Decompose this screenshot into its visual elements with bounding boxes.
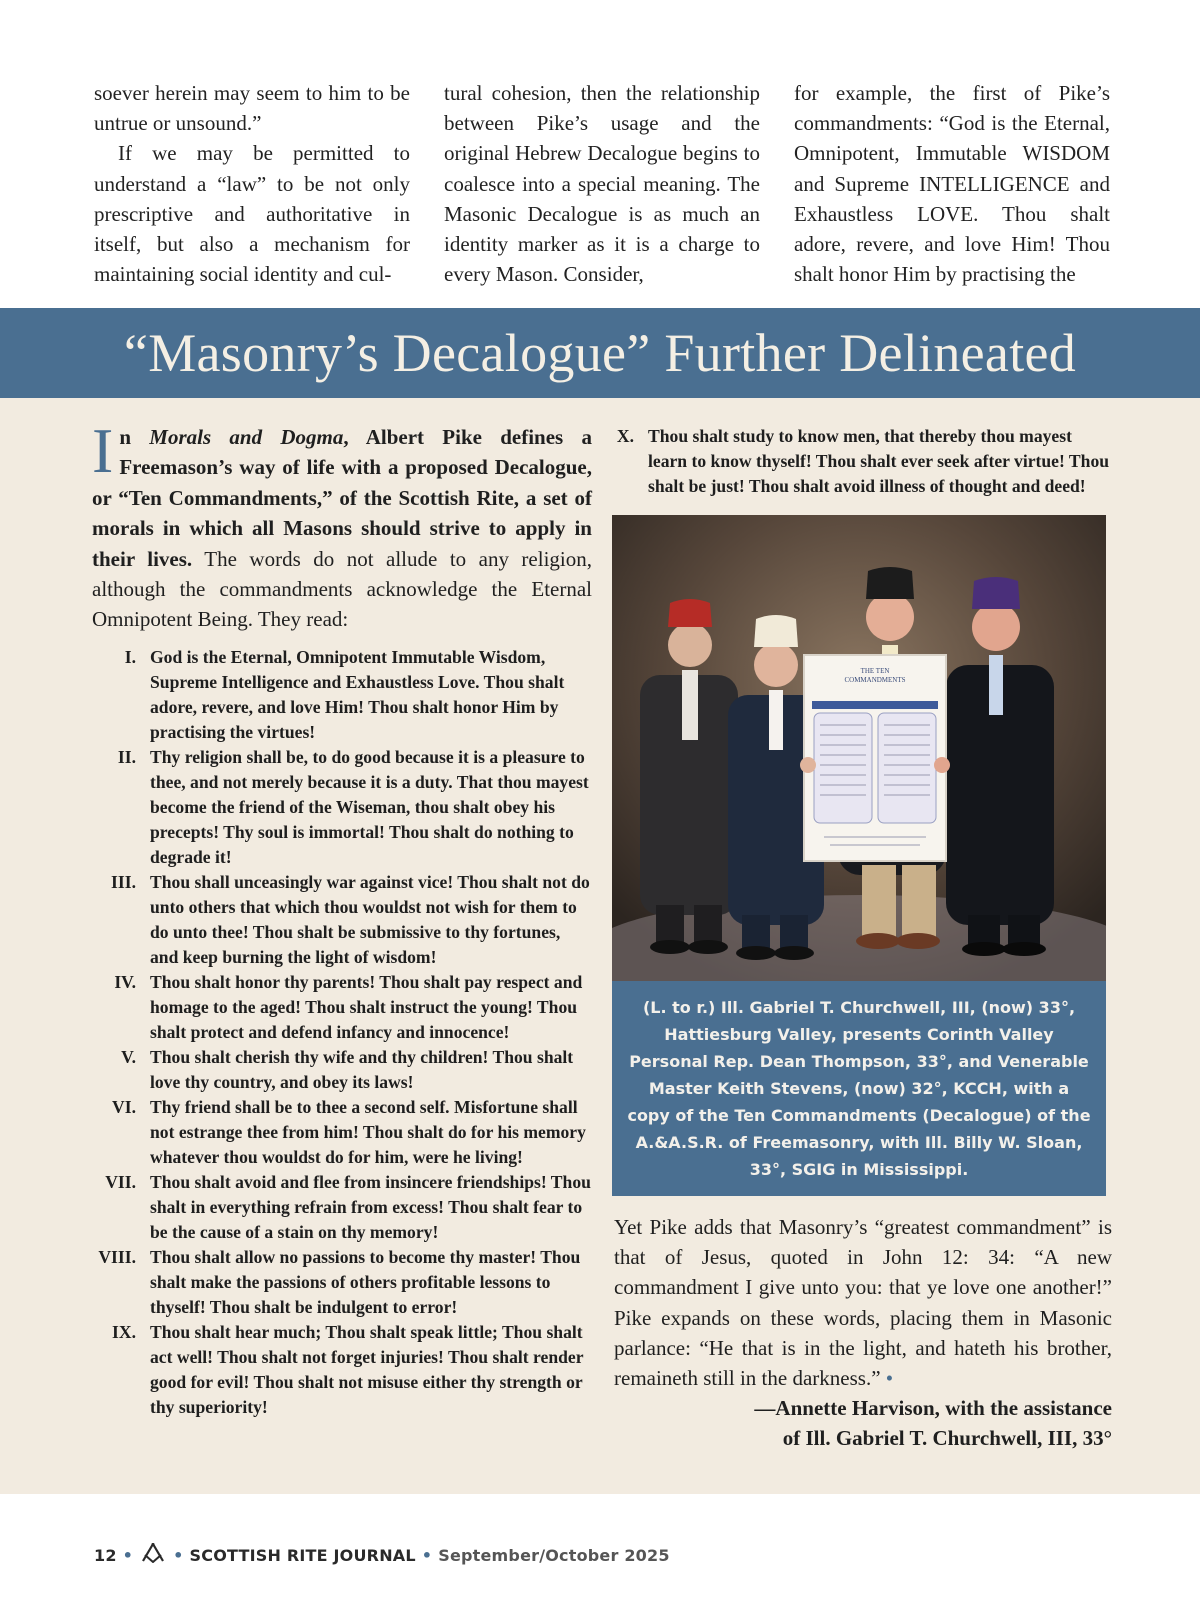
commandment-text: Thou shalt allow no passions to become thy master! Thou shalt make the passions of others profitable lessons to thyself! Thou shalt be indulgent to error! [150, 1246, 581, 1317]
commandment-text: Thou shall unceasingly war against vice! Thou shalt not do unto others that which thou wouldst not wish for them to do unto thee! Thou shalt be submissive to thy fortunes, and keep burning the light of wisdom! [150, 871, 590, 967]
commandment-item [92, 645, 592, 745]
group-photo [612, 515, 1106, 981]
commandment-number: V. [121, 1046, 136, 1067]
book-title: Morals and Dogma [149, 425, 344, 449]
column-2 [444, 78, 760, 289]
byline-line-1: —Annette Harvison, with the assistance [754, 1396, 1112, 1421]
commandment-list [92, 645, 592, 1420]
commandment-item [92, 745, 592, 870]
journal-name: SCOTTISH RITE JOURNAL [189, 1545, 416, 1565]
commandment-number: I. [124, 646, 136, 667]
paragraph: tural cohesion, then the relationship between Pike’s usage and the original Hebrew Decalogue begins to coalesce into a special meaning. The Masonic Decalogue is as much an identity marker as it is a charge to every Mason. Consider, [444, 81, 760, 287]
closing-paragraph [614, 1212, 1112, 1393]
intro-regular: The words do not allude to any religion, although the commandments acknowledge the Eternal Omnipotent Being. They read: [92, 546, 593, 632]
footer-separator: • [421, 1545, 433, 1565]
footer-separator: • [173, 1545, 184, 1565]
commandment-text: Thy religion shall be, to do good because it is a pleasure to thee, and not merely because it is a duty. That thou mayest become the friend of the Wiseman, thou shalt obey his precepts! Thy soul is immortal! Thou shalt do nothing to degrade it! [150, 746, 589, 867]
commandment-number: IV. [114, 971, 136, 992]
page-number: 12 [94, 1545, 117, 1565]
commandment-number: VIII. [98, 1246, 136, 1267]
caption-text: (L. to r.) Ill. Gabriel T. Churchwell, III, (now) 33°, Hattiesburg Valley, presents Corinth Valley Personal Rep. Dean Thompson, 33°, and Venerable Master Keith Stevens, (now) 32°, KCCH, with a copy of the Ten Commandments (Decalogue) of the A.&A.S.R. of Freemasonry, with Ill. Billy W. Sloan, 33°, SGIG in Mississippi. [627, 998, 1091, 1179]
commandment-text: Thou shalt cherish thy wife and thy children! Thou shalt love thy country, and obey its laws! [150, 1046, 574, 1092]
poster-title-line1: THE TEN [860, 667, 890, 675]
photo-illustration [612, 515, 1106, 981]
commandment-item [92, 1170, 592, 1245]
commandment-item [92, 1245, 592, 1320]
intro-bold-start: n [119, 425, 150, 449]
sidebar-right-column [612, 424, 1112, 1453]
square-compass-icon [141, 1543, 165, 1567]
commandment-number: II. [117, 746, 136, 767]
commandment-item [612, 424, 1112, 499]
commandment-item [92, 1045, 592, 1095]
drop-cap: I [92, 415, 114, 486]
commandment-number: VII. [105, 1171, 136, 1192]
commandment-number: VI. [112, 1096, 136, 1117]
commandment-text: Thou shalt avoid and flee from insincere friendships! Thou shalt in everything refrain from excess! Thou shalt fear to be the cause of a stain on thy memory! [150, 1171, 591, 1242]
article-top-columns [94, 78, 1110, 289]
commandment-text: Thou shalt hear much; Thou shalt speak little; Thou shalt act well! Thou shalt not forget injuries! Thou shalt render good for evil! Thou shalt not misuse either thy strength or thy superiority! [150, 1321, 584, 1417]
sidebar-left-column [92, 415, 593, 1420]
commandment-text: God is the Eternal, Omnipotent Immutable Wisdom, Supreme Intelligence and Exhaustless Love. Thou shalt adore, revere, and love Him! Thou shalt honor Him by practising the virtues! [150, 646, 565, 742]
commandment-item [92, 1095, 592, 1170]
commandment-item [92, 870, 592, 970]
commandment-text: Thy friend shall be to thee a second self. Misfortune shall not estrange thee from him! Thou shalt do for his memory whatever thou wouldst do for him, were he living! [150, 1096, 586, 1167]
sidebar-title: “Masonry’s Decalogue” Further Delineated [123, 323, 1077, 383]
column-1 [94, 78, 410, 289]
page-footer [94, 1540, 670, 1570]
closing-text: Yet Pike adds that Masonry’s “greatest commandment” is that of Jesus, quoted in John 12: 34: “A new commandment I give unto you: that ye love one another!” Pike expands on these words, placing them in Masonic parlance: “He that is in the light, and hateth his brother, remaineth still in the darkness.” [614, 1215, 1112, 1391]
commandment-item [92, 970, 592, 1045]
end-mark: • [885, 1366, 894, 1391]
commandment-text: Thou shalt honor thy parents! Thou shalt pay respect and homage to the aged! Thou shalt instruct the young! Thou shalt protect and defend infancy and innocence! [150, 971, 583, 1042]
paragraph: for example, the first of Pike’s commandments: “God is the Eternal, Omnipotent, Immutable WISDOM and Supreme INTELLIGENCE and Exhaustless LOVE. Thou shalt adore, revere, and love Him! Thou shalt honor Him by practising the [794, 81, 1110, 287]
sidebar-title-banner [0, 308, 1200, 398]
poster-title-line2: COMMANDMENTS [844, 676, 906, 684]
issue-date: September/October 2025 [438, 1545, 670, 1565]
intro-bold: , Albert Pike defines a Freemason’s way of life with a proposed Decalogue, or “Ten Commandments,” of the Scottish Rite, a set of morals in which all Masons should strive to apply in their lives. [92, 425, 592, 571]
commandment-number: X. [616, 426, 634, 446]
commandment-number: III. [111, 871, 136, 892]
photo-caption [612, 981, 1106, 1196]
commandment-number: IX. [112, 1321, 136, 1342]
column-3 [794, 78, 1110, 289]
byline-line-2: of Ill. Gabriel T. Churchwell, III, 33° [782, 1426, 1112, 1451]
paragraph: If we may be permitted to understand a “law” to be not only prescriptive and authoritative in itself, but also a mechanism for maintaining social identity and cul- [94, 141, 410, 287]
sidebar-intro [92, 415, 593, 635]
byline [612, 1393, 1112, 1453]
ten-commandments-poster [804, 655, 946, 861]
footer-separator: • [122, 1545, 134, 1565]
commandment-text: Thou shalt study to know men, that thereby thou mayest learn to know thyself! Thou shalt ever seek after virtue! Thou shalt be just! Thou shalt avoid illness of thought and deed! [648, 426, 1110, 496]
paragraph: soever herein may seem to him to be untrue or unsound.” [94, 81, 410, 136]
commandment-item [92, 1320, 592, 1420]
